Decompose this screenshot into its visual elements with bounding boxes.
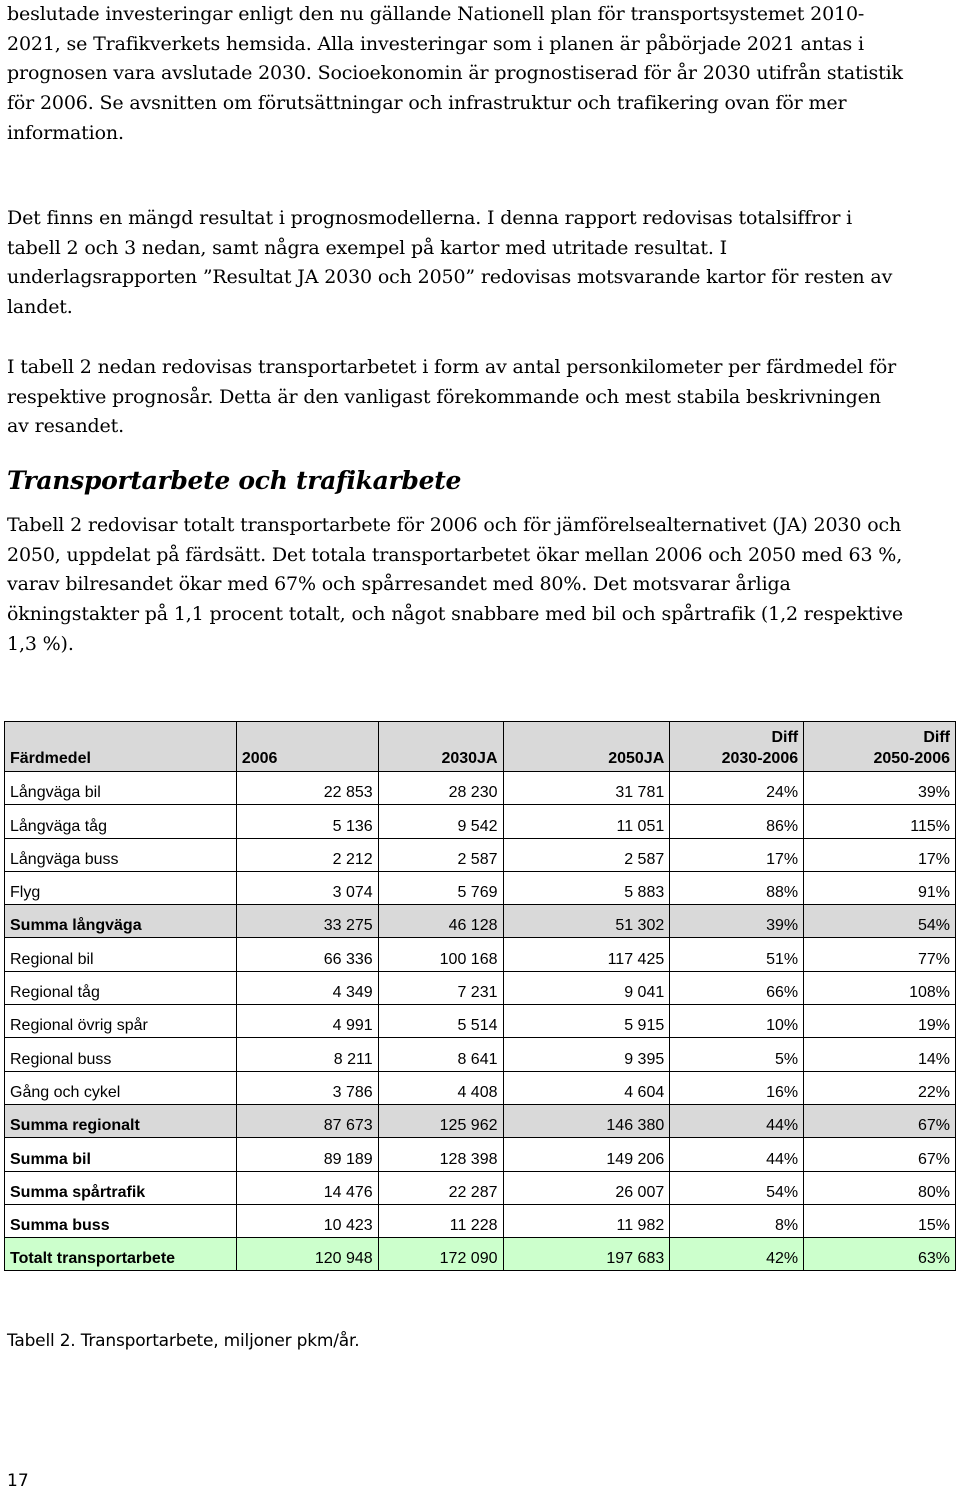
table-row <box>5 838 956 871</box>
row-diff-2050: 14% <box>804 1038 956 1071</box>
row-diff-2050: 22% <box>804 1071 956 1104</box>
row-2006: 8 211 <box>236 1038 378 1071</box>
table-row <box>5 871 956 904</box>
row-diff-2030: 17% <box>670 838 804 871</box>
header-2006: 2006 <box>236 722 378 772</box>
header-2050ja: 2050JA <box>503 722 670 772</box>
row-2006: 22 853 <box>236 772 378 805</box>
row-2006: 87 673 <box>236 1104 378 1137</box>
row-diff-2030: 16% <box>670 1071 804 1104</box>
row-2030ja: 22 287 <box>378 1171 503 1204</box>
header-diff-2050-line2: 2050-2006 <box>873 750 950 767</box>
row-2050ja: 4 604 <box>503 1071 670 1104</box>
table-header-row <box>5 722 956 772</box>
row-diff-2030: 39% <box>670 905 804 938</box>
intro-paragraph-3: I tabell 2 nedan redovisas transportarbetet i form av antal personkilometer per färdmedel för respektive prognosår. Detta är den vanligast förekommande och mest stabila beskrivningen av resandet. <box>7 356 897 438</box>
table-row <box>5 772 956 805</box>
row-diff-2030: 24% <box>670 772 804 805</box>
row-name: Flyg <box>5 871 237 904</box>
row-diff-2030: 66% <box>670 971 804 1004</box>
row-name: Långväga bil <box>5 772 237 805</box>
row-name: Summa spårtrafik <box>5 1171 237 1204</box>
row-diff-2050: 15% <box>804 1204 956 1237</box>
row-diff-2030: 5% <box>670 1038 804 1071</box>
row-2050ja: 146 380 <box>503 1104 670 1137</box>
section-heading: Transportarbete och trafikarbete <box>7 466 462 495</box>
table-row-summary <box>5 1138 956 1171</box>
row-diff-2030: 86% <box>670 805 804 838</box>
row-2050ja: 117 425 <box>503 938 670 971</box>
row-2030ja: 172 090 <box>378 1238 503 1271</box>
row-diff-2050: 115% <box>804 805 956 838</box>
row-diff-2050: 80% <box>804 1171 956 1204</box>
row-2030ja: 2 587 <box>378 838 503 871</box>
row-2006: 10 423 <box>236 1204 378 1237</box>
row-diff-2050: 39% <box>804 772 956 805</box>
row-name: Totalt transportarbete <box>5 1238 237 1271</box>
row-diff-2050: 91% <box>804 871 956 904</box>
row-diff-2030: 10% <box>670 1005 804 1038</box>
row-diff-2030: 42% <box>670 1238 804 1271</box>
row-name: Summa långväga <box>5 905 237 938</box>
row-2050ja: 9 395 <box>503 1038 670 1071</box>
row-diff-2050: 67% <box>804 1104 956 1137</box>
table-row-summary <box>5 1204 956 1237</box>
header-diff-2050-line1: Diff <box>923 729 950 746</box>
header-diff-2030 <box>670 722 804 772</box>
table-row <box>5 971 956 1004</box>
row-2030ja: 7 231 <box>378 971 503 1004</box>
row-diff-2050: 77% <box>804 938 956 971</box>
row-2006: 5 136 <box>236 805 378 838</box>
row-name: Långväga buss <box>5 838 237 871</box>
row-2050ja: 2 587 <box>503 838 670 871</box>
header-diff-2030-line2: 2030-2006 <box>721 750 799 767</box>
table-row <box>5 805 956 838</box>
row-2006: 33 275 <box>236 905 378 938</box>
row-2030ja: 125 962 <box>378 1104 503 1137</box>
transport-table <box>4 721 956 1271</box>
table-row <box>5 1005 956 1038</box>
row-diff-2050: 19% <box>804 1005 956 1038</box>
row-diff-2050: 63% <box>804 1238 956 1271</box>
row-name: Regional buss <box>5 1038 237 1071</box>
row-diff-2030: 51% <box>670 938 804 971</box>
row-name: Regional tåg <box>5 971 237 1004</box>
row-diff-2030: 8% <box>670 1204 804 1237</box>
row-2006: 120 948 <box>236 1238 378 1271</box>
row-2030ja: 8 641 <box>378 1038 503 1071</box>
row-diff-2050: 108% <box>804 971 956 1004</box>
section-paragraph: Tabell 2 redovisar totalt transportarbete för 2006 och för jämförelsealternativet (JA) 2030 och 2050, uppdelat på färdsätt. Det totala transportarbetet ökar mellan 2006 och 2050 med 63 %, varav bilresandet ökar med 67% och spårresandet med 80%. Det motsvarar årliga ökningstakter på 1,1 procent totalt, och något snabbare med bil och spårtrafik (1,2 respektive 1,3 %). <box>7 514 903 655</box>
row-diff-2050: 67% <box>804 1138 956 1171</box>
row-diff-2030: 54% <box>670 1171 804 1204</box>
row-2030ja: 5 769 <box>378 871 503 904</box>
row-diff-2050: 54% <box>804 905 956 938</box>
row-2030ja: 128 398 <box>378 1138 503 1171</box>
row-2006: 3 786 <box>236 1071 378 1104</box>
table-row-subtotal <box>5 1104 956 1137</box>
row-2006: 66 336 <box>236 938 378 971</box>
header-mode: Färdmedel <box>5 722 237 772</box>
row-diff-2030: 44% <box>670 1138 804 1171</box>
row-name: Summa regionalt <box>5 1104 237 1137</box>
table-caption: Tabell 2. Transportarbete, miljoner pkm/år. <box>7 1331 360 1351</box>
row-2050ja: 26 007 <box>503 1171 670 1204</box>
row-2006: 4 991 <box>236 1005 378 1038</box>
row-name: Summa buss <box>5 1204 237 1237</box>
row-diff-2050: 17% <box>804 838 956 871</box>
row-2050ja: 9 041 <box>503 971 670 1004</box>
row-2050ja: 51 302 <box>503 905 670 938</box>
header-diff-2030-line1: Diff <box>771 729 799 746</box>
intro-paragraph-1: beslutade investeringar enligt den nu gällande Nationell plan för transportsystemet 2010-2021, se Trafikverkets hemsida. Alla investeringar som i planen är påbörjade 2021 antas i prognosen vara avslutade 2030. Socioekonomin är prognostiserad för år 2030 utifrån statistik för 2006. Se avsnitten om förutsättningar och infrastruktur och trafikering ovan för mer information. <box>7 3 903 144</box>
row-2006: 14 476 <box>236 1171 378 1204</box>
row-diff-2030: 88% <box>670 871 804 904</box>
row-2030ja: 5 514 <box>378 1005 503 1038</box>
row-name: Gång och cykel <box>5 1071 237 1104</box>
row-2050ja: 11 051 <box>503 805 670 838</box>
page-number: 17 <box>7 1471 29 1491</box>
row-2050ja: 5 915 <box>503 1005 670 1038</box>
row-2050ja: 5 883 <box>503 871 670 904</box>
row-2030ja: 100 168 <box>378 938 503 971</box>
row-name: Långväga tåg <box>5 805 237 838</box>
row-2050ja: 11 982 <box>503 1204 670 1237</box>
row-2050ja: 31 781 <box>503 772 670 805</box>
row-name: Regional övrig spår <box>5 1005 237 1038</box>
table-row <box>5 1071 956 1104</box>
row-2006: 3 074 <box>236 871 378 904</box>
row-2006: 2 212 <box>236 838 378 871</box>
table-row <box>5 938 956 971</box>
row-diff-2030: 44% <box>670 1104 804 1137</box>
row-2050ja: 197 683 <box>503 1238 670 1271</box>
table-row-subtotal <box>5 905 956 938</box>
table-row-summary <box>5 1171 956 1204</box>
header-diff-2050 <box>804 722 956 772</box>
row-name: Summa bil <box>5 1138 237 1171</box>
header-2030ja: 2030JA <box>378 722 503 772</box>
row-2050ja: 149 206 <box>503 1138 670 1171</box>
row-2006: 89 189 <box>236 1138 378 1171</box>
row-2030ja: 11 228 <box>378 1204 503 1237</box>
row-2030ja: 9 542 <box>378 805 503 838</box>
row-2030ja: 28 230 <box>378 772 503 805</box>
row-2006: 4 349 <box>236 971 378 1004</box>
row-name: Regional bil <box>5 938 237 971</box>
table-row <box>5 1038 956 1071</box>
intro-paragraph-2: Det finns en mängd resultat i prognosmodellerna. I denna rapport redovisas totalsiffror i tabell 2 och 3 nedan, samt några exempel på kartor med utritade resultat. I underlagsrapporten ”Resultat JA 2030 och 2050” redovisas motsvarande kartor för resten av landet. <box>7 207 893 319</box>
row-2030ja: 4 408 <box>378 1071 503 1104</box>
table-row-total <box>5 1238 956 1271</box>
row-2030ja: 46 128 <box>378 905 503 938</box>
